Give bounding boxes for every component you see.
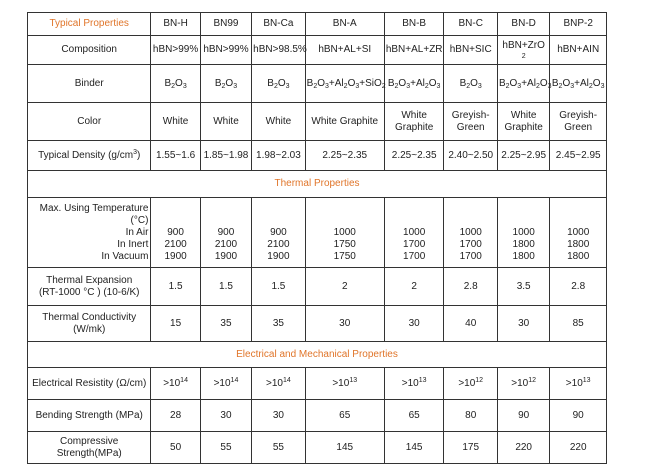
grade-header: BN99: [200, 13, 251, 36]
thermal-expansion-cell: 1.5: [252, 268, 305, 306]
bending-strength-cell: 28: [151, 400, 200, 432]
color-cell: White Graphite: [497, 103, 549, 141]
electrical-section-heading: Electrical and Mechanical Properties: [28, 342, 607, 368]
max-temperature-value: 1900: [267, 250, 290, 262]
thermal-expansion-cell: 2.8: [444, 268, 497, 306]
compressive-strength-cell: 145: [305, 432, 384, 464]
density-cell: 2.25~2.35: [305, 141, 384, 171]
density-cell: 1.55~1.6: [151, 141, 200, 171]
thermal-expansion-row: [28, 268, 607, 306]
density-cell: 2.45~2.95: [550, 141, 607, 171]
resistivity-cell: $>10^{12}$: [444, 368, 497, 400]
composition-label: Composition: [28, 36, 151, 65]
thermal-conductivity-cell: 30: [497, 306, 549, 342]
composition-cell: hBN>99%: [200, 36, 251, 65]
color-label: Color: [28, 103, 151, 141]
grade-header: BN-B: [384, 13, 444, 36]
bending-strength-label: Bending Strength (MPa): [28, 400, 151, 432]
color-cell: Greyish-Green: [444, 103, 497, 141]
max-temperature-value: 900: [167, 226, 184, 238]
max-temperature-value: 1700: [403, 250, 426, 262]
density-cell: 1.85~1.98: [200, 141, 251, 171]
max-temperature-value: 900: [270, 226, 287, 238]
compressive-strength-cell: 55: [200, 432, 251, 464]
thermal-expansion-cell: 3.5: [497, 268, 549, 306]
binder-cell: $B_2O_3$: [444, 65, 497, 103]
thermal-section-row: [28, 171, 607, 198]
max-temperature-value: 900: [217, 226, 235, 238]
color-row: [28, 103, 607, 141]
max-temperature-value: 1800: [512, 238, 535, 250]
composition-subscript: 2: [521, 52, 526, 60]
compressive-strength-cell: 175: [444, 432, 497, 464]
max-temperature-value: 2100: [164, 238, 187, 250]
grade-header: BN-A: [305, 13, 384, 36]
binder-row: [28, 65, 607, 103]
grade-header: BN-D: [497, 13, 549, 36]
composition-cell: [497, 36, 549, 65]
composition-cell: hBN>99%: [151, 36, 200, 65]
compressive-strength-cell: 220: [497, 432, 549, 464]
thermal-section-heading: Thermal Properties: [28, 171, 607, 198]
properties-table-wrapper: [27, 12, 607, 464]
thermal-expansion-cell: 1.5: [200, 268, 251, 306]
thermal-conductivity-cell: 85: [550, 306, 607, 342]
bending-strength-cell: 90: [497, 400, 549, 432]
color-cell: White Graphite: [384, 103, 444, 141]
max-temperature-cell: [305, 198, 384, 268]
bending-strength-cell: 30: [200, 400, 251, 432]
composition-cell: hBN+AIN: [550, 36, 607, 65]
max-temperature-value: 1000: [333, 226, 356, 238]
density-row: [28, 141, 607, 171]
compressive-strength-cell: 50: [151, 432, 200, 464]
thermal-expansion-label: Thermal Expansion (RT-1000 °C ) (10-6/K): [28, 268, 151, 306]
header-row: [28, 13, 607, 36]
max-temperature-cell: [252, 198, 305, 268]
thermal-conductivity-cell: 40: [444, 306, 497, 342]
electrical-section-row: [28, 342, 607, 368]
thermal-conductivity-cell: 35: [200, 306, 251, 342]
compressive-strength-cell: 145: [384, 432, 444, 464]
color-cell: White: [200, 103, 251, 141]
max-temperature-cell: [497, 198, 549, 268]
max-temperature-cell: [384, 198, 444, 268]
resistivity-cell: $>10^{14}$: [252, 368, 305, 400]
max-temperature-row: [28, 198, 607, 268]
grade-header: BN-H: [151, 13, 200, 36]
composition-cell: hBN+AL+ZR: [384, 36, 444, 65]
thermal-expansion-cell: 1.5: [151, 268, 200, 306]
max-temperature-value: 1750: [333, 250, 356, 262]
binder-cell: $B_2O_3$: [252, 65, 305, 103]
max-temperature-value: 1750: [333, 238, 356, 250]
resistivity-label: Electrical Resistity (Ω/cm): [28, 368, 151, 400]
max-temperature-cell: [550, 198, 607, 268]
resistivity-cell: $>10^{13}$: [550, 368, 607, 400]
bending-strength-cell: 30: [252, 400, 305, 432]
max-temperature-value: 1000: [567, 226, 590, 238]
color-cell: White: [151, 103, 200, 141]
max-temperature-value: 1700: [403, 238, 426, 250]
compressive-strength-label: Compressive Strength(MPa): [28, 432, 151, 464]
resistivity-cell: $>10^{13}$: [305, 368, 384, 400]
bending-strength-cell: 90: [550, 400, 607, 432]
max-temperature-value: 1700: [459, 238, 482, 250]
max-temperature-value: 2100: [267, 238, 290, 250]
density-cell: 2.40~2.50: [444, 141, 497, 171]
composition-cell: hBN+SIC: [444, 36, 497, 65]
resistivity-row: [28, 368, 607, 400]
color-cell: White Graphite: [305, 103, 384, 141]
bending-strength-row: [28, 400, 607, 432]
thermal-conductivity-label: Thermal Conductivity (W/mk): [28, 306, 151, 342]
binder-cell: $B_2O_3+Al_2O_3+SiO_2$: [305, 65, 384, 103]
max-temperature-cell: [444, 198, 497, 268]
max-temperature-value: 1000: [459, 226, 482, 238]
header-label: Typical Properties: [28, 13, 151, 36]
thermal-conductivity-cell: 30: [384, 306, 444, 342]
max-temperature-value: 1900: [214, 250, 238, 262]
resistivity-cell: $>10^{12}$: [497, 368, 549, 400]
max-temperature-value: 1900: [164, 250, 187, 262]
max-temperature-cell: [200, 198, 251, 268]
compressive-strength-cell: 220: [550, 432, 607, 464]
composition-text: hBN+ZrO: [502, 39, 545, 51]
composition-cell: hBN+AL+SI: [305, 36, 384, 65]
density-cell: 1.98~2.03: [252, 141, 305, 171]
composition-row: [28, 36, 607, 65]
thermal-expansion-cell: 2.8: [550, 268, 607, 306]
max-temperature-value: 1800: [567, 238, 590, 250]
resistivity-cell: $>10^{14}$: [151, 368, 200, 400]
binder-label: Binder: [28, 65, 151, 103]
properties-table: [27, 12, 607, 464]
binder-cell: $B_2O_3$: [151, 65, 200, 103]
resistivity-cell: $>10^{13}$: [384, 368, 444, 400]
compressive-strength-cell: 55: [252, 432, 305, 464]
thermal-conductivity-cell: 15: [151, 306, 200, 342]
compressive-strength-row: [28, 432, 607, 464]
binder-cell: $B_2O_3+Al_2O_3$: [497, 65, 549, 103]
binder-cell: $B_2O_3+Al_2O_3$: [384, 65, 444, 103]
max-temperature-value: 2100: [214, 238, 238, 250]
max-temperature-value: 1800: [512, 250, 535, 262]
density-label: Typical Density $(g/cm^3)$: [28, 141, 151, 171]
max-temperature-value: 1000: [403, 226, 426, 238]
color-cell: White: [252, 103, 305, 141]
color-cell: Greyish-Green: [550, 103, 607, 141]
resistivity-cell: $>10^{14}$: [200, 368, 251, 400]
grade-header: BN-Ca: [252, 13, 305, 36]
thermal-expansion-cell: 2: [384, 268, 444, 306]
max-temperature-label: Max. Using Temperature (°C) In Air In Inert In Vacuum: [28, 198, 151, 268]
max-temperature-value: 1800: [567, 250, 590, 262]
binder-cell: $B_2O_3+Al_2O_3$: [550, 65, 607, 103]
bending-strength-cell: 65: [384, 400, 444, 432]
density-cell: 2.25~2.95: [497, 141, 549, 171]
grade-header: BN-C: [444, 13, 497, 36]
thermal-conductivity-cell: 30: [305, 306, 384, 342]
grade-header: BNP-2: [550, 13, 607, 36]
density-cell: 2.25~2.35: [384, 141, 444, 171]
composition-cell: hBN>98.5%: [252, 36, 305, 65]
bending-strength-cell: 80: [444, 400, 497, 432]
max-temperature-value: 1700: [459, 250, 482, 262]
thermal-conductivity-row: [28, 306, 607, 342]
binder-cell: $B_2O_3$: [200, 65, 251, 103]
bending-strength-cell: 65: [305, 400, 384, 432]
thermal-expansion-cell: 2: [305, 268, 384, 306]
max-temperature-value: 1000: [512, 226, 535, 238]
thermal-conductivity-cell: 35: [252, 306, 305, 342]
max-temperature-cell: [151, 198, 200, 268]
